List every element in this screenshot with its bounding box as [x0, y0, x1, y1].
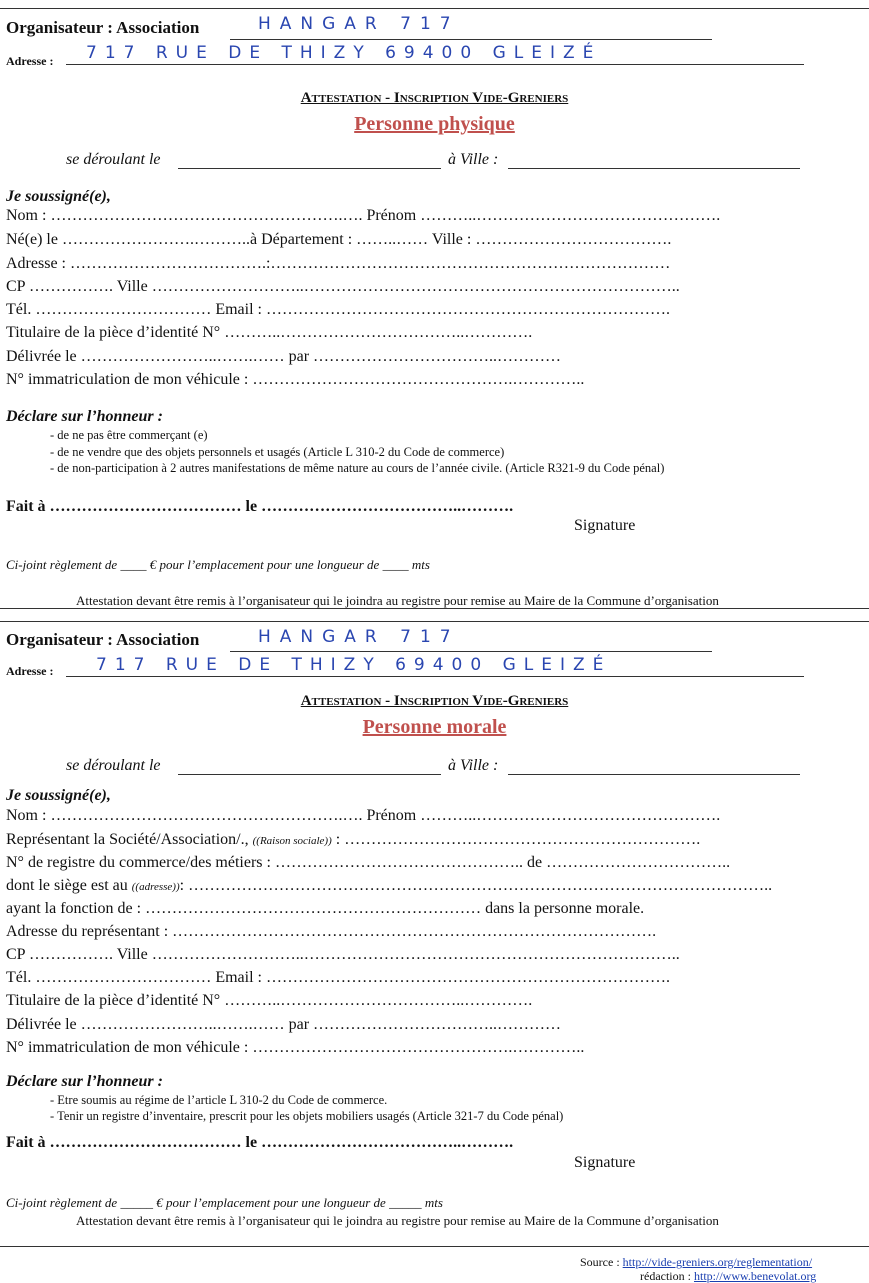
redaction-line: rédaction : http://www.benevolat.org: [640, 1269, 817, 1283]
declare-heading: Déclare sur l’honneur :: [6, 408, 163, 425]
declaration-item: - de non-participation à 2 autres manifestations de même nature au cours de l’année civile. (Article R321-9 du Code pénal): [50, 461, 665, 475]
adresse-field-line: [66, 64, 804, 65]
ville-field-line[interactable]: [508, 774, 800, 775]
field-tel-email[interactable]: Tél. …………………………… Email : ………………………………………………………………….: [6, 969, 670, 986]
association-name[interactable]: HANGAR 717: [258, 14, 460, 34]
date-field-line[interactable]: [178, 168, 441, 169]
field-naissance[interactable]: Né(e) le …………………….………..à Département : ……..…… Ville : ……………………………….: [6, 231, 672, 248]
ci-joint-line[interactable]: Ci-joint règlement de ____ € pour l’emplacement pour une longueur de ____ mts: [6, 557, 430, 572]
organisateur-label: Organisateur : Association: [6, 630, 200, 649]
field-immatriculation[interactable]: N° immatriculation de mon véhicule : ………………………………………….…………..: [6, 371, 585, 388]
je-soussigne: Je soussigné(e),: [6, 787, 111, 804]
field-adresse-representant[interactable]: Adresse du représentant : ……………………………………………………………………………….: [6, 923, 657, 940]
field-representant[interactable]: Représentant la Société/Association/., ((Raison sociale)) : ………………………………………………………….: [6, 831, 701, 848]
declaration-item: - Tenir un registre d’inventaire, prescrit pour les objets mobiliers usagés (Article 321-7 du Code pénal): [50, 1109, 564, 1123]
source-link[interactable]: http://vide-greniers.org/reglementation/: [622, 1255, 813, 1269]
separator-line: [0, 621, 869, 622]
source-line: Source : http://vide-greniers.org/reglementation/: [580, 1255, 813, 1269]
field-registre[interactable]: N° de registre du commerce/des métiers : ……………………………………….. de ……………………………..: [6, 854, 731, 871]
adresse-field-line: [66, 676, 804, 677]
declaration-item: - de ne pas être commerçant (e): [50, 428, 208, 442]
field-delivree[interactable]: Délivrée le ……………………..…….…… par ……………………………..…………: [6, 1016, 562, 1033]
field-tel-email[interactable]: Tél. …………………………… Email : ………………………………………………………………….: [6, 301, 670, 318]
field-piece-identite[interactable]: Titulaire de la pièce d’identité N° ………..……………………………..………….: [6, 324, 533, 341]
je-soussigne: Je soussigné(e),: [6, 188, 111, 205]
form-subtitle: Personne morale: [362, 716, 507, 738]
field-fonction[interactable]: ayant la fonction de : ……………………………………………………… dans la personne morale.: [6, 900, 645, 917]
declare-heading: Déclare sur l’honneur :: [6, 1073, 163, 1090]
field-nom-prenom[interactable]: Nom : ……………………………………………….…. Prénom ………..……………………………………….: [6, 207, 721, 224]
adresse-value[interactable]: 717 RUE DE THIZY 69400 GLEIZÉ: [86, 43, 602, 63]
ville-label: à Ville :: [448, 757, 499, 774]
declaration-item: - Etre soumis au régime de l’article L 310-2 du Code de commerce.: [50, 1093, 388, 1107]
field-nom-prenom[interactable]: Nom : ……………………………………………….…. Prénom ………..……………………………………….: [6, 807, 721, 824]
association-field-line: [230, 651, 712, 652]
form-subtitle: Personne physique: [354, 113, 515, 135]
adresse-value[interactable]: 717 RUE DE THIZY 69400 GLEIZÉ: [96, 655, 612, 675]
field-adresse[interactable]: Adresse : ……………………………….:…………………………………………………………………: [6, 255, 671, 272]
fait-a-line[interactable]: Fait à ……………………………… le ………………………………..……….: [6, 498, 514, 515]
top-border: [0, 8, 869, 9]
field-siege[interactable]: dont le siège est au ((adresse)): ………………………………………………………………………………………………..: [6, 877, 773, 894]
attestation-title: Attestation - Inscription Vide-Greniers: [300, 693, 569, 709]
redaction-link[interactable]: http://www.benevolat.org: [693, 1269, 817, 1283]
signature-label: Signature: [574, 517, 636, 534]
field-piece-identite[interactable]: Titulaire de la pièce d’identité N° ………..……………………………..………….: [6, 992, 533, 1009]
adresse-label: Adresse :: [6, 664, 54, 678]
fait-a-line[interactable]: Fait à ……………………………… le ………………………………..……….: [6, 1134, 514, 1151]
field-delivree[interactable]: Délivrée le ……………………..…….…… par ……………………………..…………: [6, 348, 562, 365]
declaration-item: - de ne vendre que des objets personnels et usagés (Article L 310-2 du Code de commerce): [50, 445, 505, 459]
ville-label: à Ville :: [448, 151, 499, 168]
se-deroulant-label: se déroulant le: [66, 757, 161, 774]
field-cp-ville[interactable]: CP ……………. Ville ………………………..……………………………………………………………..: [6, 946, 680, 963]
attestation-title: Attestation - Inscription Vide-Greniers: [300, 90, 569, 106]
date-field-line[interactable]: [178, 774, 441, 775]
footer-note: Attestation devant être remis à l’organisateur qui le joindra au registre pour remise au Maire de la Commune d’organisation: [76, 1213, 719, 1228]
ville-field-line[interactable]: [508, 168, 800, 169]
ci-joint-line[interactable]: Ci-joint règlement de _____ € pour l’emplacement pour une longueur de _____ mts: [6, 1195, 443, 1210]
se-deroulant-label: se déroulant le: [66, 151, 161, 168]
organisateur-label: Organisateur : Association: [6, 18, 200, 37]
field-cp-ville[interactable]: CP ……………. Ville ………………………..……………………………………………………………..: [6, 278, 680, 295]
association-name[interactable]: HANGAR 717: [258, 627, 460, 647]
signature-label: Signature: [574, 1154, 636, 1171]
separator-line: [0, 608, 869, 609]
field-immatriculation[interactable]: N° immatriculation de mon véhicule : ………………………………………….…………..: [6, 1039, 585, 1056]
footer-note: Attestation devant être remis à l’organisateur qui le joindra au registre pour remise au Maire de la Commune d’organisation: [76, 593, 719, 608]
bottom-border: [0, 1246, 869, 1247]
association-field-line: [230, 39, 712, 40]
adresse-label: Adresse :: [6, 54, 54, 68]
